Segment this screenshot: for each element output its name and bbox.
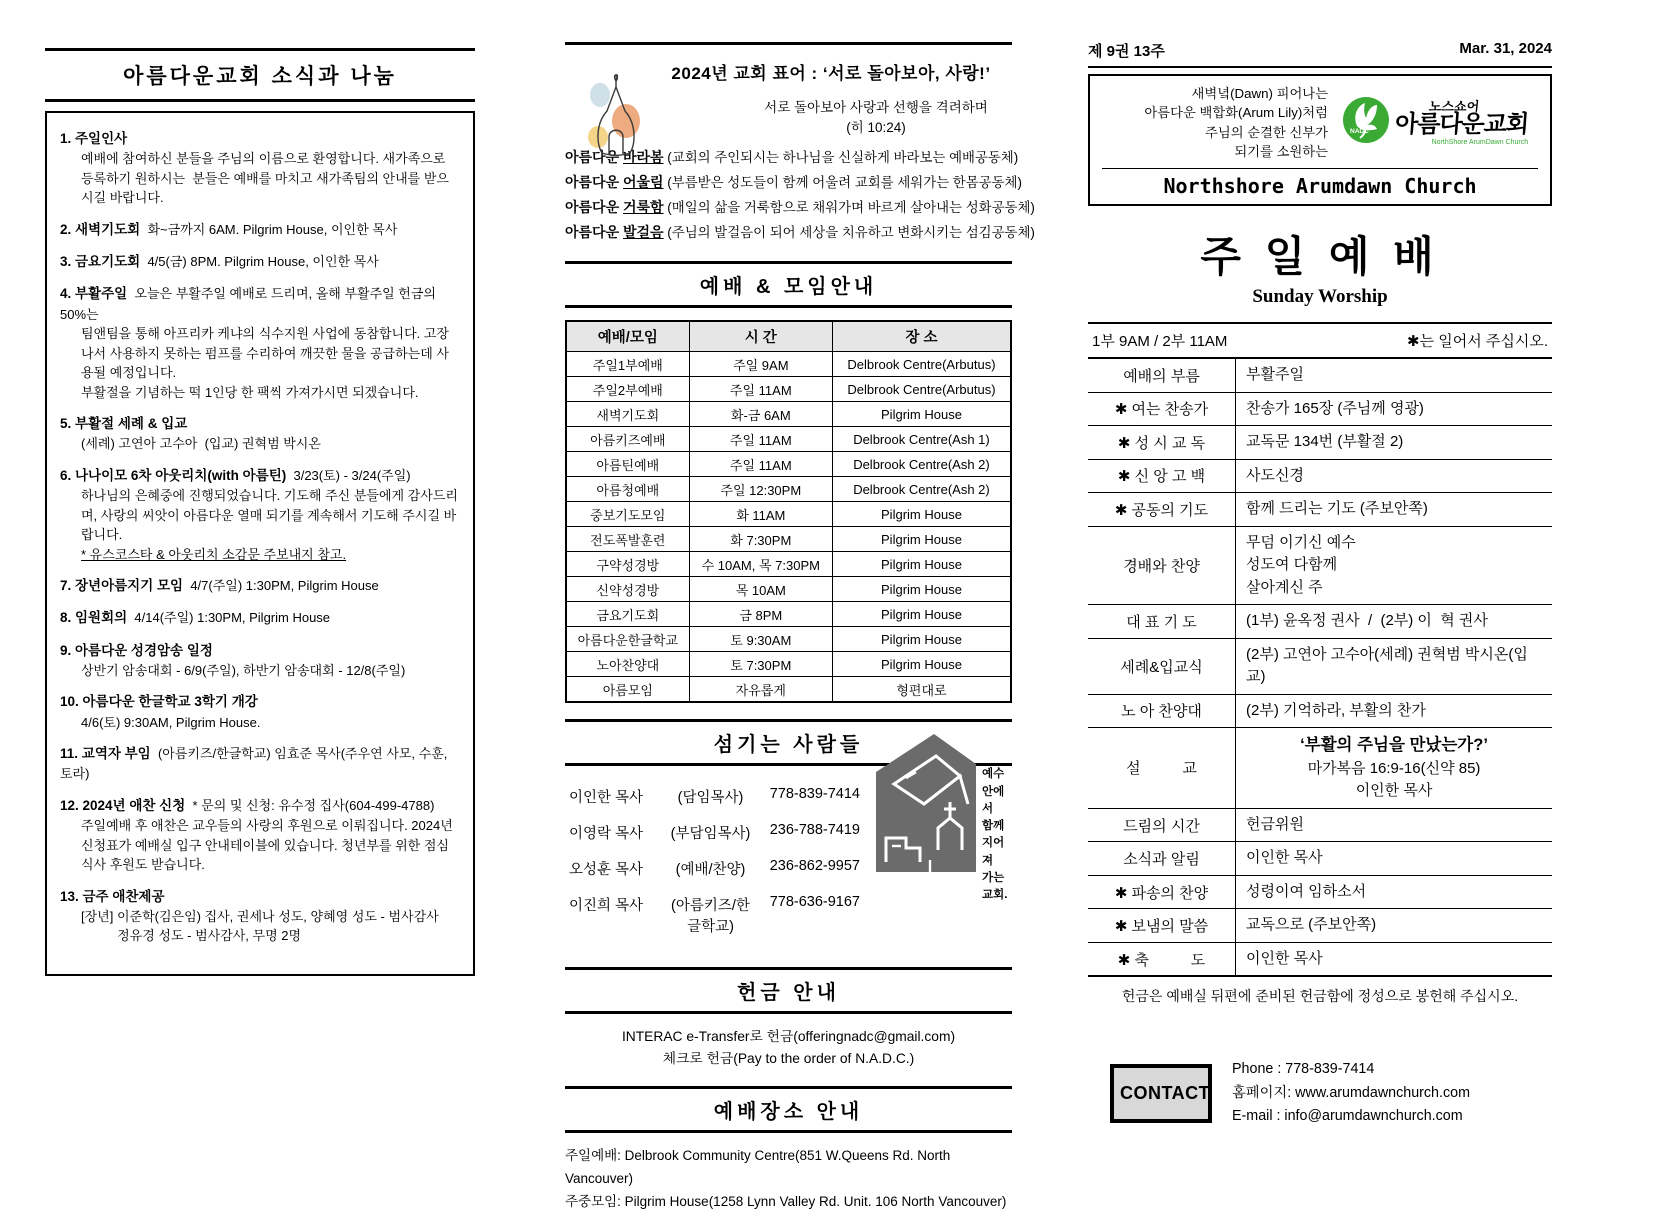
worship-row bbox=[1088, 460, 1552, 494]
news-item-title: 6. 나나이모 6차 아웃리치(with 아름틴) bbox=[60, 467, 287, 483]
worship-row-content bbox=[1236, 393, 1552, 426]
news-item-title: 3. 금요기도회 bbox=[60, 254, 141, 269]
worship-rows bbox=[1088, 359, 1552, 977]
worship-row bbox=[1088, 393, 1552, 427]
meetings-cell: 아름청예배 bbox=[566, 477, 689, 502]
meetings-cell: Pilgrim House bbox=[832, 527, 1011, 552]
contact-block bbox=[1110, 1058, 1552, 1129]
news-item bbox=[60, 576, 460, 596]
worship-row bbox=[1088, 728, 1552, 809]
worship-row-label: 대 표 기 도 bbox=[1088, 605, 1236, 638]
meetings-cell: 목 10AM bbox=[689, 577, 832, 602]
top-rule bbox=[565, 42, 1012, 45]
news-item bbox=[60, 284, 460, 402]
banner-verse-line: 주님의 순결한 신부가 bbox=[1205, 124, 1328, 140]
meetings-row bbox=[566, 452, 1011, 477]
issue-volume: 제 9권 13주 bbox=[1088, 43, 1165, 60]
stand-note: ✱는 일어서 주십시오. bbox=[1407, 333, 1548, 351]
worship-row-label: ✱ 신 앙 고 백 bbox=[1088, 460, 1236, 493]
news-item-head bbox=[60, 641, 460, 661]
motto-verse bbox=[740, 98, 1012, 139]
servant-name: 이진희 목사 bbox=[569, 898, 644, 915]
news-item-head bbox=[60, 887, 460, 907]
worship-row-line: 부활주일 bbox=[1246, 366, 1304, 384]
slogan-keyword: 어울림 bbox=[623, 173, 664, 190]
news-item-title: 13. 금주 애찬제공 bbox=[60, 888, 165, 904]
worship-row-line: 찬송가 165장 (주님께 영광) bbox=[1246, 399, 1424, 417]
meetings-cell: 새벽기도회 bbox=[566, 402, 689, 427]
worship-row-label: 소식과 알림 bbox=[1088, 842, 1236, 875]
slogan bbox=[565, 220, 1035, 245]
logo-text-small: 노스쇼어 bbox=[1428, 98, 1481, 114]
svg-text:NADC: NADC bbox=[1350, 128, 1369, 136]
meetings-col-header: 장 소 bbox=[832, 321, 1011, 352]
news-item bbox=[60, 608, 460, 628]
servant-phone: 778-636-9167 bbox=[769, 894, 860, 911]
worship-row-line: 이인한 목사 bbox=[1355, 782, 1433, 800]
news-item-title: 8. 임원회의 bbox=[60, 610, 128, 626]
news-item-inline: * 문의 및 신청: 유수정 집사(604-499-4788) bbox=[185, 797, 435, 813]
news-item-title: 2. 새벽기도회 bbox=[60, 221, 141, 237]
meetings-cell: Pilgrim House bbox=[832, 627, 1011, 652]
meetings-cell: 전도폭발훈련 bbox=[566, 527, 689, 552]
venue-line: 주일예배: Delbrook Community Centre(851 W.Queens Rd. North Vancouver) bbox=[565, 1148, 955, 1187]
worship-row-label: ✱ 성 시 교 독 bbox=[1088, 426, 1236, 459]
news-item bbox=[60, 129, 460, 208]
servant-phone: 778-839-7414 bbox=[769, 786, 860, 803]
news-item-head bbox=[60, 220, 460, 240]
worship-row-content bbox=[1236, 728, 1552, 808]
meetings-table bbox=[565, 320, 1012, 703]
worship-row-content bbox=[1236, 876, 1552, 909]
worship-row bbox=[1088, 809, 1552, 843]
news-item-inline: 화~금까지 6AM. Pilgrim House, 이인한 목사 bbox=[140, 221, 398, 237]
news-item-title: 5. 부활절 세례 & 입교 bbox=[60, 416, 188, 431]
meetings-cell: 주일 9AM bbox=[689, 352, 832, 377]
meetings-cell: 자유롭게 bbox=[689, 677, 832, 703]
worship-order-table bbox=[1088, 322, 1552, 1006]
meetings-row bbox=[566, 552, 1011, 577]
servant-phone: 236-862-9957 bbox=[769, 858, 860, 875]
meetings-row bbox=[566, 502, 1011, 527]
news-item-inline: 3/23(토) - 3/24(주일) bbox=[286, 467, 411, 483]
news-item-inline: 4/5(금) 8PM. Pilgrim House, 이인한 목사 bbox=[140, 254, 379, 269]
meetings-cell: 토 9:30AM bbox=[689, 627, 832, 652]
meetings-cell: 주일 11AM bbox=[689, 452, 832, 477]
meetings-cell: Delbrook Centre(Ash 2) bbox=[832, 477, 1011, 502]
worship-subtitle: Sunday Worship bbox=[1252, 286, 1388, 308]
worship-row-line: 헌금위원 bbox=[1246, 815, 1304, 833]
worship-row-line: (2부) 고연아 고수아(세례) 권혁범 박시온(입교) bbox=[1246, 645, 1528, 686]
meetings-cell: 구약성경방 bbox=[566, 552, 689, 577]
servant-name: 이인한 목사 bbox=[569, 790, 644, 807]
contact-line: 홈페이지: www.arumdawnchurch.com bbox=[1232, 1084, 1470, 1101]
meetings-section-title: 예배 & 모임안내 bbox=[565, 261, 1012, 308]
meetings-cell: Pilgrim House bbox=[832, 502, 1011, 527]
worship-row-label: 드림의 시간 bbox=[1088, 809, 1236, 842]
worship-row-content bbox=[1236, 809, 1552, 842]
worship-row bbox=[1088, 605, 1552, 639]
worship-row-line: 마가복음 16:9-16(신약 85) bbox=[1307, 759, 1481, 777]
meetings-cell: 아름키즈예배 bbox=[566, 427, 689, 452]
worship-row-content bbox=[1236, 695, 1552, 728]
slogan-prefix: 아름다운 bbox=[565, 198, 623, 215]
worship-row-line: 무덤 이기신 예수 bbox=[1246, 533, 1356, 551]
venue-line: 주중모임: Pilgrim House(1258 Lynn Valley Rd. Unit. 106 North Vancouver) bbox=[565, 1194, 1007, 1210]
worship-row-content bbox=[1236, 527, 1552, 605]
offering-line: 체크로 헌금(Pay to the order of N.A.D.C.) bbox=[662, 1051, 915, 1067]
servant-row bbox=[569, 822, 860, 843]
meetings-cell: 토 7:30PM bbox=[689, 652, 832, 677]
worship-row-label: ✱ 공동의 기도 bbox=[1088, 493, 1236, 526]
offering-lines bbox=[565, 1026, 1012, 1070]
servant-role: (예배/찬양) bbox=[675, 862, 746, 879]
venue-section-title: 예배장소 안내 bbox=[565, 1086, 1012, 1133]
slogan-desc: (매일의 삶을 거룩함으로 채워가며 바르게 살아내는 성화공동체) bbox=[663, 199, 1035, 215]
church-name: Northshore Arumdawn Church bbox=[1163, 174, 1477, 199]
slogan-desc: (교회의 주인되시는 하나님을 신실하게 바라보는 예배공동체) bbox=[663, 149, 1019, 165]
worship-row-label: ✱ 여는 찬송가 bbox=[1088, 393, 1236, 426]
meetings-cell: Pilgrim House bbox=[832, 602, 1011, 627]
news-item-title: 12. 2024년 애찬 신청 bbox=[60, 797, 186, 813]
meetings-cell: 형편대로 bbox=[832, 677, 1011, 703]
meetings-cell: 아름모임 bbox=[566, 677, 689, 703]
meetings-cell: 주일 12:30PM bbox=[689, 477, 832, 502]
church-house-badge bbox=[860, 732, 1012, 951]
news-item-head bbox=[60, 414, 460, 434]
meetings-row bbox=[566, 652, 1011, 677]
badge-word: 교회. bbox=[982, 889, 1008, 901]
news-item-title: 7. 장년아름지기 모임 bbox=[60, 578, 184, 593]
meetings-col-header: 예배/모임 bbox=[566, 321, 689, 352]
worship-row-label: 경배와 찬양 bbox=[1088, 527, 1236, 605]
meetings-cell: 주일2부예배 bbox=[566, 377, 689, 402]
slogan-keyword: 발걸음 bbox=[623, 224, 664, 241]
meetings-row bbox=[566, 577, 1011, 602]
news-item bbox=[60, 641, 460, 681]
news-item-title: 11. 교역자 부임 bbox=[60, 746, 151, 761]
meetings-cell: Delbrook Centre(Arbutus) bbox=[832, 377, 1011, 402]
worship-row-content bbox=[1236, 943, 1552, 976]
meetings-cell: 수 10AM, 목 7:30PM bbox=[689, 552, 832, 577]
worship-row bbox=[1088, 909, 1552, 943]
church-line-icon bbox=[583, 65, 649, 162]
meetings-row bbox=[566, 627, 1011, 652]
motto-block bbox=[565, 59, 1035, 245]
worship-row-label: 설 교 bbox=[1088, 728, 1236, 808]
slogan-keyword: 거룩함 bbox=[623, 198, 664, 215]
worship-row-label: ✱ 축 도 bbox=[1088, 943, 1236, 976]
worship-row-line: 교독문 134번 (부활절 2) bbox=[1246, 433, 1404, 451]
offering-section-title: 헌금 안내 bbox=[565, 967, 1012, 1014]
worship-row-line: 성령이여 임하소서 bbox=[1246, 882, 1367, 900]
worship-row-content bbox=[1236, 359, 1552, 392]
worship-row-label: ✱ 보냄의 말씀 bbox=[1088, 909, 1236, 942]
nadc-lily-icon bbox=[1342, 96, 1390, 149]
slogan bbox=[565, 170, 1022, 195]
news-item-title: 4. 부활주일 bbox=[60, 286, 128, 302]
motto-title: 2024년 교회 표어 : ‘서로 돌아보아, 사랑!’ bbox=[671, 64, 991, 83]
worship-row-label: 세례&입교식 bbox=[1088, 639, 1236, 694]
meetings-row bbox=[566, 477, 1011, 502]
meetings-row bbox=[566, 377, 1011, 402]
venue-lines bbox=[565, 1145, 1012, 1214]
worship-row bbox=[1088, 493, 1552, 527]
slogan-desc: (부름받은 성도들이 함께 어울려 교회를 세워가는 한몸공동체) bbox=[663, 174, 1022, 190]
slogan-prefix: 아름다운 bbox=[565, 173, 623, 190]
news-item-head bbox=[60, 608, 460, 628]
meetings-row bbox=[566, 402, 1011, 427]
worship-row-line: (2부) 기억하라, 부활의 찬가 bbox=[1246, 701, 1426, 719]
slogan-prefix: 아름다운 bbox=[565, 148, 623, 165]
servants-section-title: 섬기는 사람들 bbox=[565, 719, 1012, 766]
news-item-head bbox=[60, 692, 460, 712]
contact-info bbox=[1232, 1058, 1470, 1129]
badge-word: 가는 bbox=[982, 871, 1005, 884]
worship-row-line: 살아계신 주 bbox=[1246, 578, 1323, 596]
meetings-cell: Delbrook Centre(Ash 1) bbox=[832, 427, 1011, 452]
meetings-cell: 신약성경방 bbox=[566, 577, 689, 602]
worship-schedule-row bbox=[1088, 322, 1552, 359]
worship-row bbox=[1088, 639, 1552, 695]
worship-row-content bbox=[1236, 639, 1552, 694]
meetings-cell: 노아찬양대 bbox=[566, 652, 689, 677]
church-logo bbox=[1342, 96, 1538, 149]
news-item bbox=[60, 466, 460, 564]
meetings-cell: 주일 11AM bbox=[689, 427, 832, 452]
worship-row-content bbox=[1236, 605, 1552, 638]
news-item bbox=[60, 414, 460, 454]
meetings-cell: Pilgrim House bbox=[832, 402, 1011, 427]
meetings-cell: Delbrook Centre(Ash 2) bbox=[832, 452, 1011, 477]
verse-line-1: 서로 돌아보아 사랑과 선행을 격려하며 bbox=[764, 100, 988, 115]
banner-verse-line: 되기를 소원하는 bbox=[1234, 143, 1328, 159]
news-item-note: * 유스코스타 & 아웃리치 소감문 주보내지 참고. bbox=[81, 546, 347, 562]
servant-role: (부담임목사) bbox=[670, 826, 751, 843]
worship-row-line: 성도여 다함께 bbox=[1246, 556, 1338, 574]
worship-column bbox=[1088, 40, 1552, 1129]
middle-column bbox=[565, 42, 1035, 1214]
badge-word: 예수 bbox=[982, 768, 1005, 781]
news-item-body: [장년] 이준학(김은임) 집사, 권세나 성도, 양혜영 성도 - 범사감사 bbox=[81, 908, 439, 924]
meetings-cell: Pilgrim House bbox=[832, 652, 1011, 677]
news-item-head bbox=[60, 744, 460, 784]
meetings-cell: 아름틴예배 bbox=[566, 452, 689, 477]
banner-divider bbox=[1102, 168, 1538, 169]
news-item bbox=[60, 220, 460, 240]
servant-row bbox=[569, 894, 860, 936]
news-item-body: (세례) 고연아 고수아 (입교) 권혁범 박시온 bbox=[81, 436, 321, 452]
news-item bbox=[60, 692, 460, 732]
news-item-body: 예배에 참여하신 분들을 주님의 이름으로 환영합니다. 새가족으로 등록하기 원하시는 분들은 예배를 마치고 새가족팀의 안내를 받으시길 바랍니다. bbox=[81, 151, 449, 206]
meetings-cell: Delbrook Centre(Arbutus) bbox=[832, 352, 1011, 377]
meetings-cell: 금요기도회 bbox=[566, 602, 689, 627]
worship-row bbox=[1088, 695, 1552, 729]
badge-word: 지어져 bbox=[982, 837, 1005, 867]
news-item-inline: 4/7(주일) 1:30PM, Pilgrim House bbox=[183, 578, 379, 593]
meetings-cell: 주일1부예배 bbox=[566, 352, 689, 377]
contact-line: E-mail : info@arumdawnchurch.com bbox=[1232, 1108, 1463, 1125]
worship-schedule: 1부 9AM / 2부 11AM bbox=[1092, 333, 1228, 351]
news-item-body: 4/6(토) 9:30AM, Pilgrim House. bbox=[81, 714, 261, 730]
verse-line-2: (히 10:24) bbox=[846, 120, 906, 136]
meetings-cell: 화 7:30PM bbox=[689, 527, 832, 552]
worship-row-line: 사도신경 bbox=[1246, 466, 1304, 484]
meetings-row bbox=[566, 527, 1011, 552]
worship-row-label: 노 아 찬양대 bbox=[1088, 695, 1236, 728]
news-item-title: 9. 아름다운 성경암송 일정 bbox=[60, 642, 213, 658]
meetings-cell: 아름다운한글학교 bbox=[566, 627, 689, 652]
news-item bbox=[60, 796, 460, 875]
issue-date: Mar. 31, 2024 bbox=[1459, 40, 1552, 57]
news-list bbox=[45, 111, 475, 976]
worship-row bbox=[1088, 426, 1552, 460]
banner-verse-line: 새벽녘(Dawn) 피어나는 bbox=[1191, 86, 1328, 101]
news-item-head bbox=[60, 796, 460, 816]
worship-row-content bbox=[1236, 426, 1552, 459]
issue-row bbox=[1088, 40, 1552, 68]
contact-label: CONTACT bbox=[1110, 1064, 1212, 1123]
meetings-cell: 금 8PM bbox=[689, 602, 832, 627]
meetings-row bbox=[566, 602, 1011, 627]
offering-line: INTERAC e-Transfer로 헌금(offeringnadc@gmail.com) bbox=[621, 1029, 956, 1045]
servant-row bbox=[569, 786, 860, 807]
meetings-col-header: 시 간 bbox=[689, 321, 832, 352]
news-item-body: 부활절을 기념하는 떡 1인당 한 팩씩 가져가시면 되겠습니다. bbox=[81, 384, 419, 400]
meetings-cell: Pilgrim House bbox=[832, 552, 1011, 577]
worship-row-line: 이인한 목사 bbox=[1246, 949, 1323, 967]
servant-row bbox=[569, 858, 860, 879]
worship-row-line: ‘부활의 주님을 만났는가?’ bbox=[1300, 736, 1488, 755]
news-item-head bbox=[60, 576, 460, 596]
news-item-title: 1. 주일인사 bbox=[60, 131, 128, 146]
servants-block bbox=[565, 768, 1012, 951]
house-badge-icon bbox=[874, 732, 978, 879]
news-item bbox=[60, 744, 460, 784]
servant-role: (담임목사) bbox=[677, 790, 744, 807]
news-item-head bbox=[60, 252, 460, 272]
news-section-title: 아름다운교회 소식과 나눔 bbox=[45, 48, 475, 102]
badge-word: 안에서 bbox=[982, 785, 1005, 815]
news-item-head bbox=[60, 284, 460, 324]
worship-row-label: ✱ 파송의 찬양 bbox=[1088, 876, 1236, 909]
meetings-cell: 화-금 6AM bbox=[689, 402, 832, 427]
news-item-title: 10. 아름다운 한글학교 3학기 개강 bbox=[60, 694, 258, 710]
worship-row-content bbox=[1236, 909, 1552, 942]
worship-row bbox=[1088, 876, 1552, 910]
badge-word: 함께 bbox=[982, 820, 1005, 832]
news-item-body: 팀앤팀을 통해 아프리카 케냐의 식수지원 사업에 동참합니다. 고장나서 사용하지 못하는 펌프를 수리하여 깨끗한 물을 공급하는데 사용될 예정입니다. bbox=[81, 326, 449, 380]
news-column bbox=[45, 48, 475, 976]
worship-row-line: (1부) 윤옥정 권사 / (2부) 이 혁 권사 bbox=[1246, 612, 1488, 630]
meetings-header-row bbox=[566, 321, 1011, 352]
news-item-body: 하나님의 은혜중에 진행되었습니다. 기도해 주신 분들에게 감사드리며, 사랑의 씨앗이 아름다운 열매 되기를 계속해서 기도해 주시길 바랍니다. bbox=[81, 488, 458, 542]
news-item-body: 주일예배 후 애찬은 교우들의 사랑의 후원으로 이뤄집니다. 2024년 신청표가 예배실 입구 안내테이블에 있습니다. 청년부를 위한 점심식사 후원도 받습니다. bbox=[81, 818, 457, 872]
worship-row bbox=[1088, 359, 1552, 393]
slogan-keyword: 바라봄 bbox=[623, 148, 664, 165]
meetings-row bbox=[566, 352, 1011, 377]
slogan-desc: (주님의 발걸음이 되어 세상을 치유하고 변화시키는 섬김공동체) bbox=[663, 225, 1035, 241]
meetings-row bbox=[566, 677, 1011, 703]
news-item-inline: 오늘은 부활주일 예배로 드리며, 올해 부활주일 헌금의 50%는 bbox=[60, 286, 440, 322]
servant-role: (아름키즈/한글학교) bbox=[671, 898, 750, 936]
servant-name: 이영락 목사 bbox=[569, 826, 644, 843]
logo-text-main: 아름다운교회 bbox=[1394, 110, 1530, 138]
slogan-prefix: 아름다운 bbox=[565, 224, 623, 241]
banner-verse bbox=[1102, 84, 1342, 161]
worship-row bbox=[1088, 842, 1552, 876]
worship-row bbox=[1088, 943, 1552, 978]
worship-row-label: 예배의 부름 bbox=[1088, 359, 1236, 392]
news-item-body: 상반기 암송대회 - 6/9(주일), 하반기 암송대회 - 12/8(주일) bbox=[81, 662, 406, 678]
house-badge-text bbox=[982, 732, 1012, 904]
servant-name: 오성훈 목사 bbox=[569, 862, 644, 879]
worship-title: 주 일 예 배 bbox=[1200, 233, 1440, 281]
logo-text-sub: NorthShore ArumDawn Church bbox=[1431, 138, 1529, 146]
worship-row-line: 교독으로 (주보안쪽) bbox=[1246, 916, 1377, 934]
worship-row-line: 이인한 목사 bbox=[1246, 849, 1323, 867]
meetings-cell: Pilgrim House bbox=[832, 577, 1011, 602]
worship-row-content bbox=[1236, 460, 1552, 493]
worship-row-content bbox=[1236, 842, 1552, 875]
news-item-inline: 4/14(주일) 1:30PM, Pilgrim House bbox=[127, 610, 331, 626]
news-item-head bbox=[60, 129, 460, 149]
worship-row-line: 함께 드리는 기도 (주보안쪽) bbox=[1246, 500, 1428, 518]
news-item bbox=[60, 252, 460, 272]
meetings-cell: 주일 11AM bbox=[689, 377, 832, 402]
servant-phone: 236-788-7419 bbox=[769, 822, 860, 839]
banner-verse-line: 아름다운 백합화(Arum Lily)처럼 bbox=[1144, 105, 1328, 121]
news-item-body: 정유경 성도 - 범사감사, 무명 2명 bbox=[81, 928, 302, 944]
servants-list bbox=[565, 778, 860, 951]
news-item-head bbox=[60, 466, 460, 486]
meetings-cell: 화 11AM bbox=[689, 502, 832, 527]
contact-line: Phone : 778-839-7414 bbox=[1232, 1061, 1375, 1078]
church-banner bbox=[1088, 74, 1552, 206]
news-item bbox=[60, 887, 460, 946]
news-item-inline: (아름키즈/한글학교) 임효준 목사(주우연 사모, 수훈, 토라) bbox=[60, 746, 452, 782]
offering-note: 헌금은 예배실 뒤편에 준비된 헌금함에 정성으로 봉헌해 주십시오. bbox=[1121, 988, 1519, 1005]
worship-row-content bbox=[1236, 493, 1552, 526]
meetings-row bbox=[566, 427, 1011, 452]
slogan bbox=[565, 195, 1035, 220]
meetings-cell: 중보기도모임 bbox=[566, 502, 689, 527]
worship-row bbox=[1088, 527, 1552, 606]
